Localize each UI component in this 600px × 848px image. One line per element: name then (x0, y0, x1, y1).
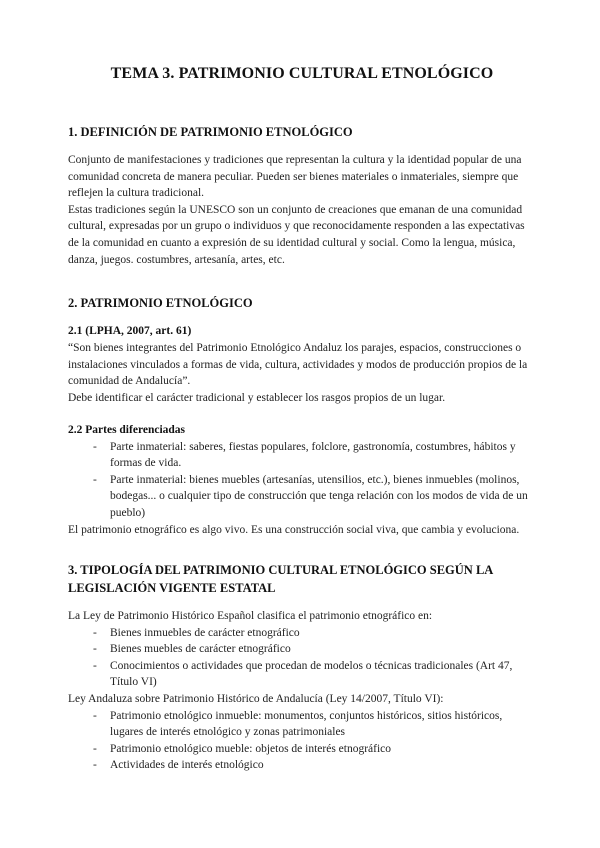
list-item-text: Bienes muebles de carácter etnográfico (110, 643, 291, 656)
list-item (68, 658, 536, 691)
list-item (68, 472, 536, 522)
bullet-dash: - (93, 742, 97, 755)
bullet-dash: - (93, 643, 97, 656)
list-item-text: Parte inmaterial: bienes muebles (artesanías, utensilios, etc.), bienes inmuebles (molinos, bodegas... o cualquier tipo de construcción que tenga relación con los modos de vida de un pueblo) (110, 473, 528, 519)
bullet-dash: - (93, 626, 97, 639)
section-2-1-quote: “Son bienes integrantes del Patrimonio Etnológico Andaluz los parajes, espacios, construcciones o instalaciones vinculados a formas de vida, cultura, actividades y modos de producción propios de la comunidad de Andalucía”. (68, 342, 528, 388)
list-item (68, 708, 536, 741)
section-1-paragraph-2: Estas tradiciones según la UNESCO son un conjunto de creaciones que emanan de una comunidad cultural, expresadas por un grupo o individuos y que reconocidamente responden a las expectativas de la comunidad en cuanto a expresión de su identidad cultural y social. Como la lengua, música, danza, juegos. costumbres, artesanía, artes, etc. (68, 203, 525, 266)
list-item (68, 741, 536, 758)
section-2-2-closing: El patrimonio etnográfico es algo vivo. Es una construcción social viva, que cambia y evoluciona. (68, 523, 520, 536)
list-item (68, 641, 536, 658)
section-3-intro-2: Ley Andaluza sobre Patrimonio Histórico de Andalucía (Ley 14/2007, Título VI): (68, 693, 444, 706)
list-item-text: Actividades de interés etnológico (110, 759, 264, 772)
bullet-dash: - (93, 440, 97, 453)
list-item (68, 757, 536, 774)
list-item-text: Patrimonio etnológico inmueble: monumentos, conjuntos históricos, sitios históricos, lugares de interés etnológico y zonas patrimoniales (110, 709, 503, 739)
section-patrimonio-etnologico (68, 295, 536, 538)
bullet-dash: - (93, 473, 97, 486)
section-3-intro-1: La Ley de Patrimonio Histórico Español clasifica el patrimonio etnográfico en: (68, 610, 433, 623)
bullet-dash: - (93, 659, 97, 672)
list-item-text: Bienes inmuebles de carácter etnográfico (110, 626, 300, 639)
bullet-dash: - (93, 759, 97, 772)
page-title: TEMA 3. PATRIMONIO CULTURAL ETNOLÓGICO (110, 65, 494, 82)
list-item-text: Parte inmaterial: saberes, fiestas populares, folclore, gastronomía, costumbres, hábitos y formas de vida. (110, 440, 516, 470)
section-1-heading: 1. DEFINICIÓN DE PATRIMONIO ETNOLÓGICO (68, 125, 353, 139)
section-definicion (68, 124, 536, 268)
section-2-2-heading: 2.2 Partes diferenciadas (68, 423, 186, 436)
section-tipologia (68, 562, 536, 774)
section-3-heading: 3. TIPOLOGÍA DEL PATRIMONIO CULTURAL ETNOLÓGICO SEGÚN LA LEGISLACIÓN VIGENTE ESTATAL (68, 563, 493, 595)
list-item-text: Patrimonio etnológico mueble: objetos de interés etnográfico (110, 742, 392, 755)
section-2-1-heading: 2.1 (LPHA, 2007, art. 61) (68, 325, 192, 338)
section-2-heading: 2. PATRIMONIO ETNOLÓGICO (68, 296, 253, 311)
bullet-dash: - (93, 709, 97, 722)
list-item (68, 625, 536, 642)
section-2-1-paragraph: Debe identificar el carácter tradicional y establecer los rasgos propios de un lugar. (68, 391, 446, 404)
list-item (68, 439, 536, 472)
section-1-paragraph-1: Conjunto de manifestaciones y tradiciones que representan la cultura y la identidad popular de una comunidad concreta de manera peculiar. Pueden ser bienes materiales o inmateriales, siempre que reflejen la cultura tradicional. (68, 154, 522, 200)
list-item-text: Conocimientos o actividades que procedan de modelos o técnicas tradicionales (Art 47, Título VI) (110, 659, 513, 689)
